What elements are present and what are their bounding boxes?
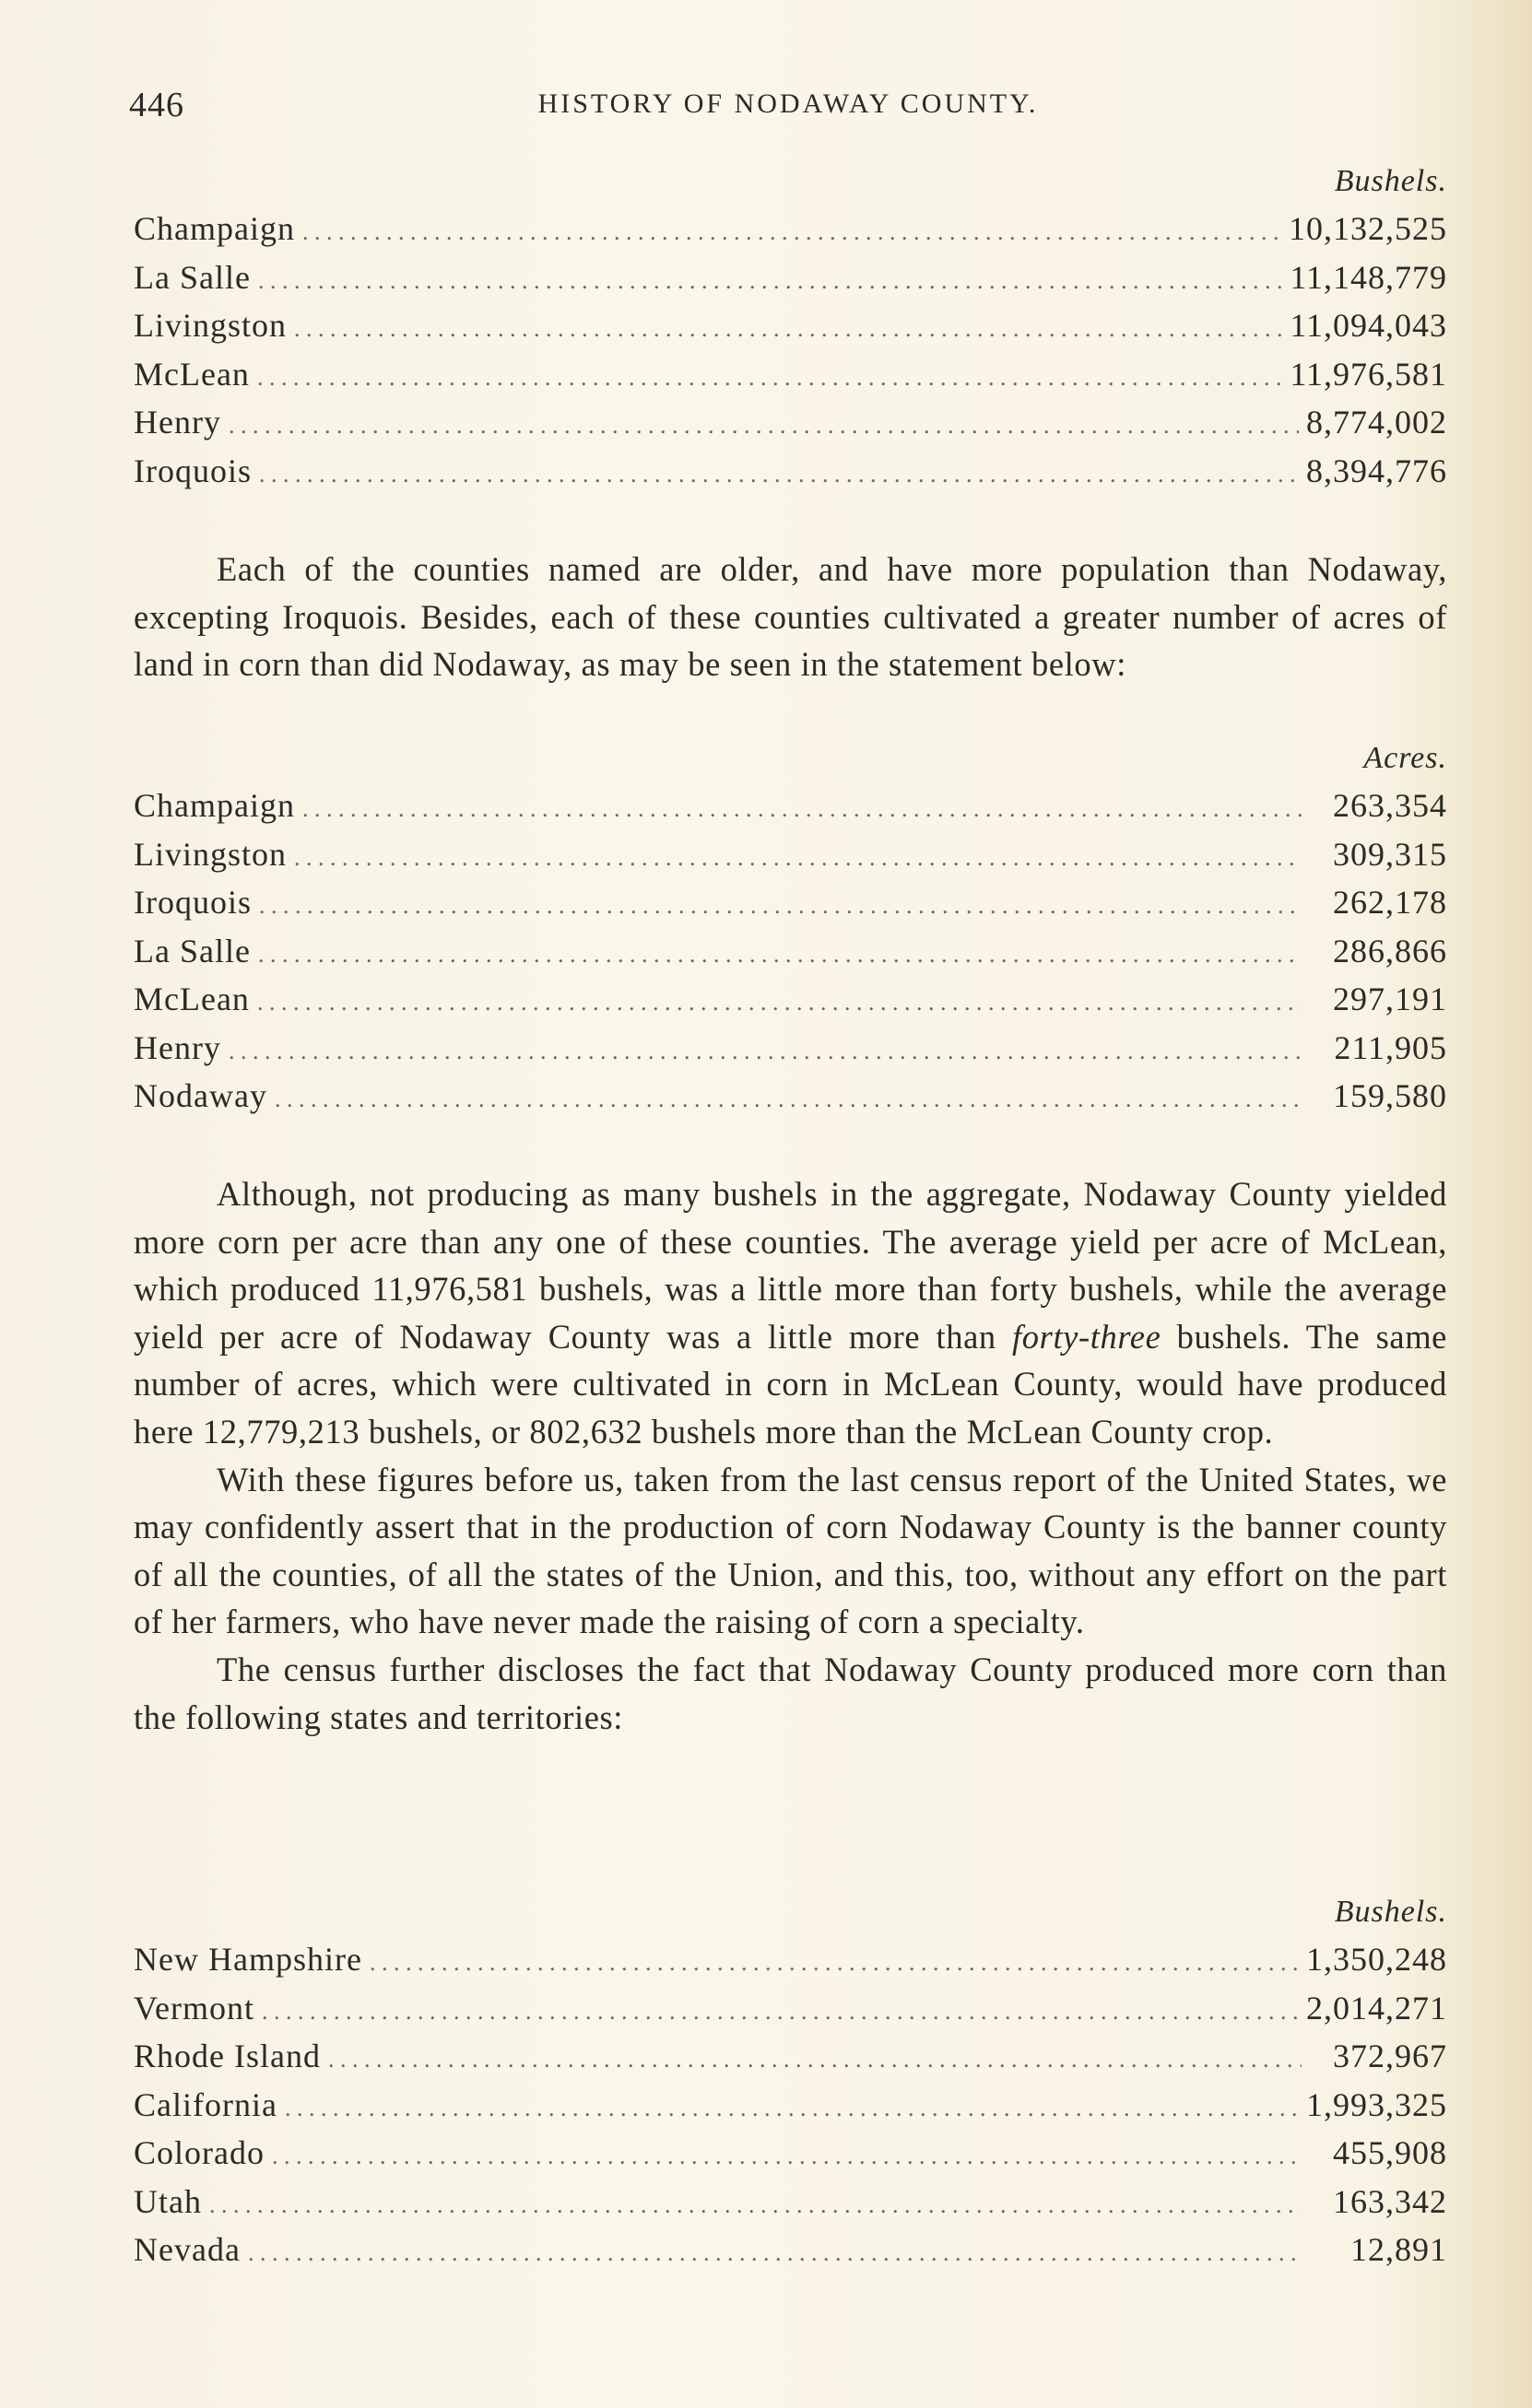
row-value: 12,891 <box>1350 2231 1447 2268</box>
table-row <box>134 1935 1447 1984</box>
row-name: McLean <box>134 355 250 393</box>
paragraph-text: Each of the counties named are older, and have more population than Nodaway, excepting Iroquois. Besides, each of these counties cultivated a greater number of acres of land in corn than did Nodaway, as may be seen in the statement below: <box>134 550 1447 684</box>
dot-leader <box>209 2181 1302 2230</box>
row-value: 262,178 <box>1333 884 1447 921</box>
row-value: 286,866 <box>1333 932 1447 969</box>
dot-leader <box>302 208 1281 257</box>
page-header <box>129 85 1447 140</box>
table-row <box>134 830 1447 879</box>
dot-leader <box>258 931 1302 980</box>
dot-leader <box>285 2085 1299 2133</box>
row-name: Colorado <box>134 2134 265 2171</box>
row-name: Nevada <box>134 2231 241 2268</box>
table-row <box>134 447 1447 496</box>
county-acres-table <box>134 735 1447 1121</box>
row-value: 11,976,581 <box>1290 355 1447 393</box>
row-value: 1,993,325 <box>1306 2085 1447 2123</box>
dot-leader <box>294 834 1302 883</box>
table-row <box>134 2178 1447 2226</box>
paragraph-counties-older <box>134 546 1447 688</box>
row-value: 11,094,043 <box>1290 307 1447 344</box>
paragraph-census: The census further discloses the fact that Nodaway County produced more corn than the following states and territories: <box>134 1650 1447 1736</box>
dot-leader <box>258 257 1282 306</box>
table-row <box>134 975 1447 1024</box>
row-name: Champaign <box>134 787 295 824</box>
row-name: Henry <box>134 404 221 440</box>
row-name: La Salle <box>134 932 251 969</box>
row-name: Vermont <box>134 1989 254 2026</box>
paragraph-body <box>134 1170 1447 1741</box>
table-unit-label: Bushels. <box>1334 164 1447 198</box>
row-name: California <box>134 2085 277 2123</box>
row-value: 10,132,525 <box>1289 210 1447 247</box>
table-row <box>134 2032 1447 2081</box>
paragraph-text: Although, not producing as many bushels in the aggregate, Nodaway County yielded more corn per acre than any one of these counties. The average yield per acre of McLean, which produced 11,976,581 bushels, was a little more than forty bushels, while the average yield per acre of Nodaway County was a little more than <box>134 1175 1447 1356</box>
table-unit-label: Bushels. <box>1334 1895 1447 1929</box>
row-value: 8,774,002 <box>1306 404 1447 440</box>
dot-leader <box>229 1028 1302 1076</box>
row-name: Rhode Island <box>134 2038 321 2074</box>
dot-leader <box>259 882 1302 931</box>
row-name: Champaign <box>134 210 295 247</box>
running-head: HISTORY OF NODAWAY COUNTY. <box>537 88 1039 119</box>
row-name: Nodaway <box>134 1077 267 1114</box>
table-row <box>134 2226 1447 2274</box>
dot-leader <box>272 2132 1302 2181</box>
row-value: 372,967 <box>1333 2038 1447 2074</box>
table-row <box>134 1024 1447 1073</box>
row-name: Henry <box>134 1028 221 1066</box>
row-name: Livingston <box>134 307 288 344</box>
row-name: Iroquois <box>134 452 252 489</box>
row-name: La Salle <box>134 258 251 296</box>
paragraph-banner-county: With these figures before us, taken from the last census report of the United States, we may confidently assert that in the production of corn Nodaway County is the banner county of all the counties, of all the states of the Union, and this, too, without any effort on the part of her farmers, who have never made the raising of corn a specialty. <box>134 1460 1447 1641</box>
row-value: 163,342 <box>1333 2182 1447 2220</box>
dot-leader <box>370 1939 1299 1988</box>
table-unit-label: Acres. <box>1363 741 1447 775</box>
row-value: 455,908 <box>1333 2134 1447 2171</box>
table-row <box>134 398 1447 447</box>
dot-leader <box>294 305 1282 354</box>
paragraph-text: bushels. The same number of acres, which were cultivated in corn in McLean County, would have produced here 12,779,213 bushels, or 802,632 bushels more than the McLean County crop. <box>134 1317 1447 1451</box>
dot-leader <box>259 451 1299 499</box>
row-value: 263,354 <box>1333 787 1447 824</box>
row-name: McLean <box>134 981 250 1017</box>
table-row <box>134 301 1447 350</box>
dot-leader <box>275 1075 1302 1124</box>
row-name: Utah <box>134 2182 202 2220</box>
table-row <box>134 350 1447 399</box>
dot-leader <box>248 2229 1302 2278</box>
dot-leader <box>257 979 1302 1028</box>
row-value: 8,394,776 <box>1306 452 1447 489</box>
row-value: 211,905 <box>1334 1028 1447 1066</box>
dot-leader <box>262 1988 1299 2037</box>
row-value: 159,580 <box>1333 1077 1447 1114</box>
table-row <box>134 927 1447 976</box>
table-row <box>134 781 1447 830</box>
dot-leader <box>257 354 1282 403</box>
dot-leader <box>229 402 1299 451</box>
table-row <box>134 2129 1447 2178</box>
state-bushels-table <box>134 1889 1447 2274</box>
dot-leader <box>302 785 1302 834</box>
row-name: Iroquois <box>134 884 252 921</box>
row-value: 11,148,779 <box>1290 258 1447 296</box>
paragraph-yield <box>134 1170 1447 1456</box>
row-name: Livingston <box>134 835 288 873</box>
table-row <box>134 878 1447 927</box>
table-row <box>134 1072 1447 1121</box>
row-name: New Hampshire <box>134 1941 362 1978</box>
row-value: 297,191 <box>1333 981 1447 1017</box>
table-row <box>134 2081 1447 2130</box>
row-value: 2,014,271 <box>1306 1989 1447 2026</box>
table-row <box>134 253 1447 302</box>
table-row <box>134 1984 1447 2033</box>
county-bushels-table <box>134 159 1447 495</box>
row-value: 1,350,248 <box>1306 1941 1447 1978</box>
row-value: 309,315 <box>1333 835 1447 873</box>
dot-leader <box>328 2036 1302 2085</box>
emphasis-text: forty-three <box>1012 1317 1161 1356</box>
page-number: 446 <box>129 86 184 124</box>
table-row <box>134 205 1447 253</box>
